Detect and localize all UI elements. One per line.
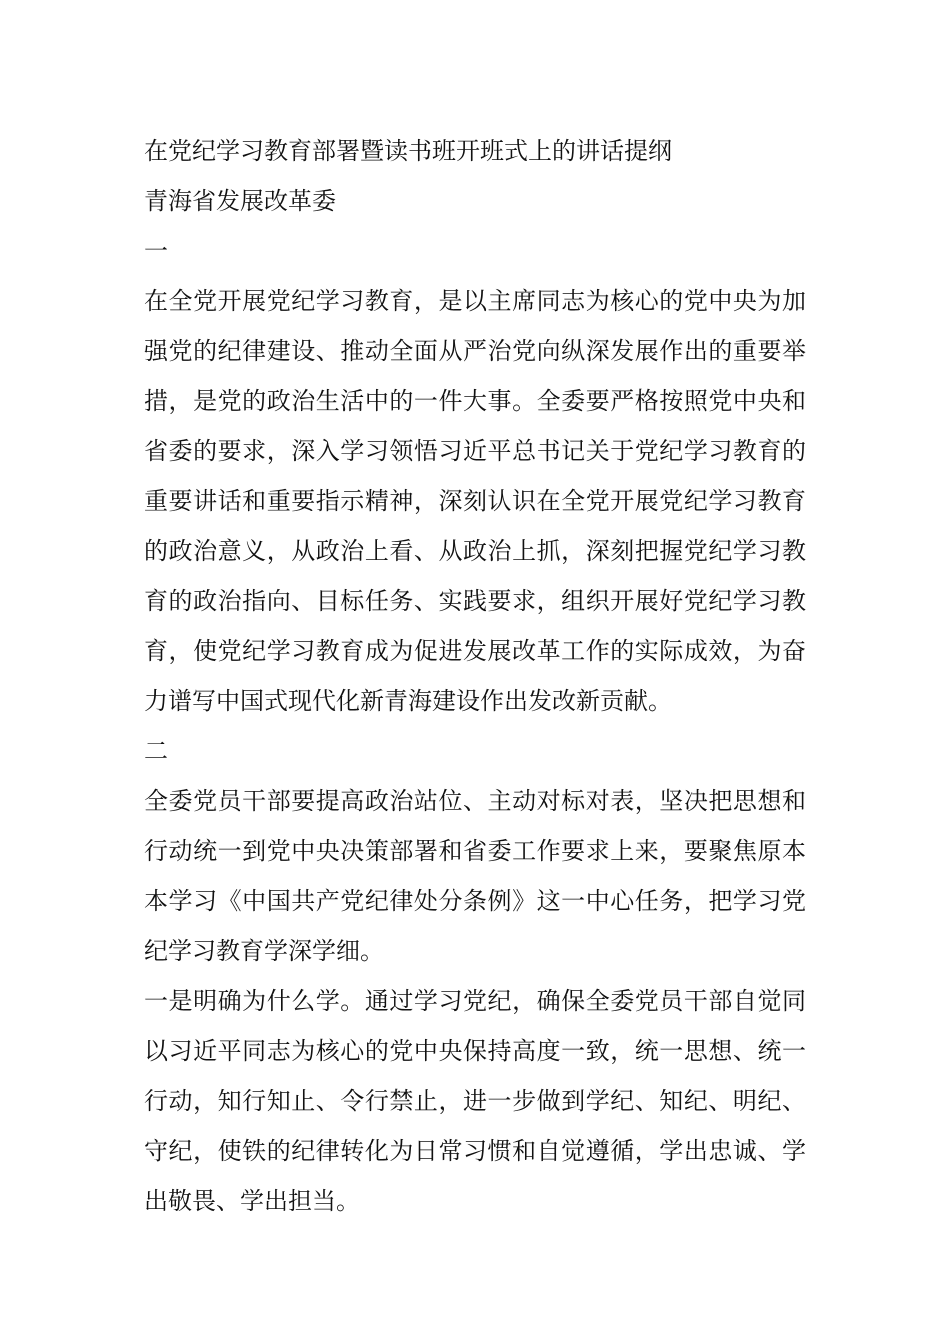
document-author: 青海省发展改革委 [144,187,336,215]
section-marker-2: 二 [144,737,168,765]
section-2-paragraph-1: 全委党员干部要提高政治站位、主动对标对表，坚决把思想和行动统一到党中央决策部署和省委工作要求上来，要聚焦原本本学习《中国共产党纪律处分条例》这一中心任务，把学习党纪学习教育学深学细。 [144,787,806,965]
section-1-paragraph-1: 在全党开展党纪学习教育，是以主席同志为核心的党中央为加强党的纪律建设、推动全面从严治党向纵深发展作出的重要举措，是党的政治生活中的一件大事。全委要严格按照党中央和省委的要求，深入学习领悟习近平总书记关于党纪学习教育的重要讲话和重要指示精神，深刻认识在全党开展党纪学习教育的政治意义，从政治上看、从政治上抓，深刻把握党纪学习教育的政治指向、目标任务、实践要求，组织开展好党纪学习教育，使党纪学习教育成为促进发展改革工作的实际成效，为奋力谱写中国式现代化新青海建设作出发改新贡献。 [144,287,806,715]
document-body [144,126,806,1226]
section-marker-1: 一 [144,237,168,265]
section-2-paragraph-2: 一是明确为什么学。通过学习党纪，确保全委党员干部自觉同以习近平同志为核心的党中央保持高度一致，统一思想、统一行动，知行知止、令行禁止，进一步做到学纪、知纪、明纪、守纪，使铁的纪律转化为日常习惯和自觉遵循，学出忠诚、学出敬畏、学出担当。 [144,987,806,1215]
document-title: 在党纪学习教育部署暨读书班开班式上的讲话提纲 [144,137,672,165]
